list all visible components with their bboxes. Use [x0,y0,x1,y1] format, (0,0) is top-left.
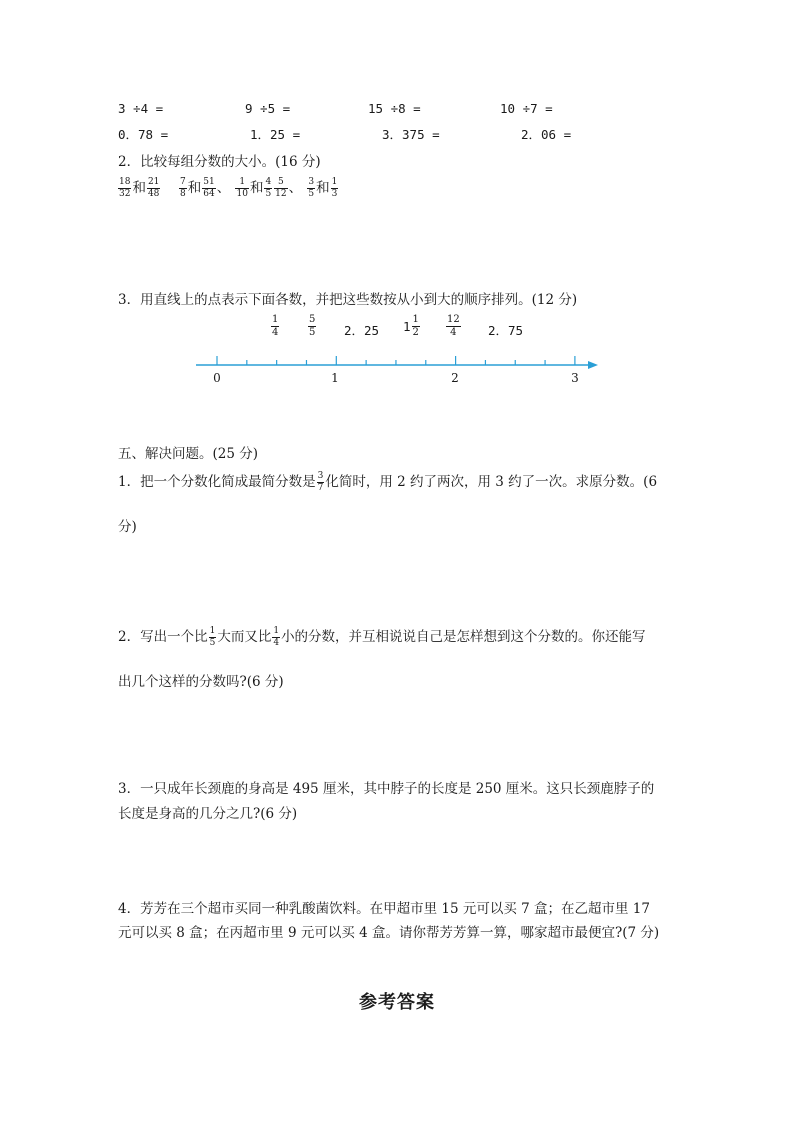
calc-1-25: 1．25 = [250,127,301,142]
axis-arrow-icon [588,361,598,369]
fraction: $\frac{4}{5}$ [265,177,272,199]
number-five-fifths: 5 5 [309,314,316,338]
number-line [190,345,610,390]
problem-3-line-1: 3．一只成年长颈鹿的身高是 495 厘米，其中脖子的长度是 250 厘米。这只长颈鹿脖子的 [118,781,655,797]
problem-1-line-2: 分) [118,519,137,535]
fraction: $\frac{1}{4}$ [273,626,280,648]
q2-fraction-pairs [117,176,339,199]
fraction: $\frac{51}{64}$ [203,177,215,199]
axis-label-1: 1 [331,371,339,385]
answer-section-title: 参考答案 [359,992,435,1013]
fraction: $\frac{18}{32}$ [119,177,131,199]
calc-3-div-4: 3 ÷4 = [118,101,164,116]
axis-label-2: 2 [451,371,459,385]
fraction: $\frac{5}{12}$ [275,177,287,199]
problem-3-line-2: 长度是身高的几分之几?(6 分) [118,806,298,822]
q2-title: 2．比较每组分数的大小。(16 分) [118,154,321,170]
calc-2-06: 2．06 = [521,127,572,142]
fraction: $\frac{7}{8}$ [180,177,186,199]
pair-3: $\frac{1}{10}$ 和 $\frac{4}{5}$ $\frac{5}{12}$ 、 [236,177,303,199]
number-2-25: 2．25 [344,323,380,338]
axis-ticks [217,356,575,365]
section5-title: 五、解决问题。(25 分) [118,446,259,462]
axis-label-3: 3 [571,371,579,385]
fraction: $\frac{3}{5}$ [308,177,315,199]
calc-9-div-5: 9 ÷5 = [245,101,291,116]
calc-3-375: 3．375 = [382,127,440,142]
number-one-and-half: 1 $\frac{1}{2}$ [403,314,419,338]
pair-2: $\frac{7}{8}$ 和 $\frac{51}{64}$ 、 [180,177,231,199]
pair-4: $\frac{3}{5}$ 和 $\frac{1}{3}$ [308,177,338,199]
calc-10-div-7: 10 ÷7 = [500,101,553,116]
calc-15-div-8: 15 ÷8 = [368,101,421,116]
problem-2-line-1: 2．写出一个比 $\frac{1}{5}$ 大而又比 $\frac{1}{4}$ 小的分数，并互相说说自己是怎样想到这个分数的。你还能写 [118,626,646,648]
number-2-75: 2．75 [488,323,524,338]
pair-1: $\frac{18}{32}$ 和 $\frac{21}{48}$ [119,177,160,199]
fraction: $\frac{1}{5}$ [209,626,216,648]
axis-label-0: 0 [213,371,221,385]
fraction: $\frac{1}{10}$ [236,177,248,199]
problem-2-line-2: 出几个这样的分数吗?(6 分) [118,674,284,690]
fraction: $\frac{3}{7}$ [317,471,324,493]
number-twelve-quarters: 12 4 [447,314,460,338]
number-one-quarter: 1 4 [272,314,279,338]
problem-4-line-1: 4．芳芳在三个超市买同一种乳酸菌饮料。在甲超市里 15 元可以买 7 盒；在乙超市里 17 [118,901,650,917]
problem-4-line-2: 元可以买 8 盒；在丙超市里 9 元可以买 4 盒。请你帮芳芳算一算，哪家超市最便宜?(7 分) [118,925,660,941]
q3-title: 3．用直线上的点表示下面各数，并把这些数按从小到大的顺序排列。(12 分) [118,292,578,308]
fraction: $\frac{1}{3}$ [331,177,338,199]
calc-0-78: 0．78 = [118,127,169,142]
fraction: $\frac{21}{48}$ [147,177,160,199]
problem-1-line-1: 1．把一个分数化简成最简分数是 $\frac{3}{7}$ 化简时，用 2 约了两次，用 3 约了一次。求原分数。(6 [118,471,658,493]
